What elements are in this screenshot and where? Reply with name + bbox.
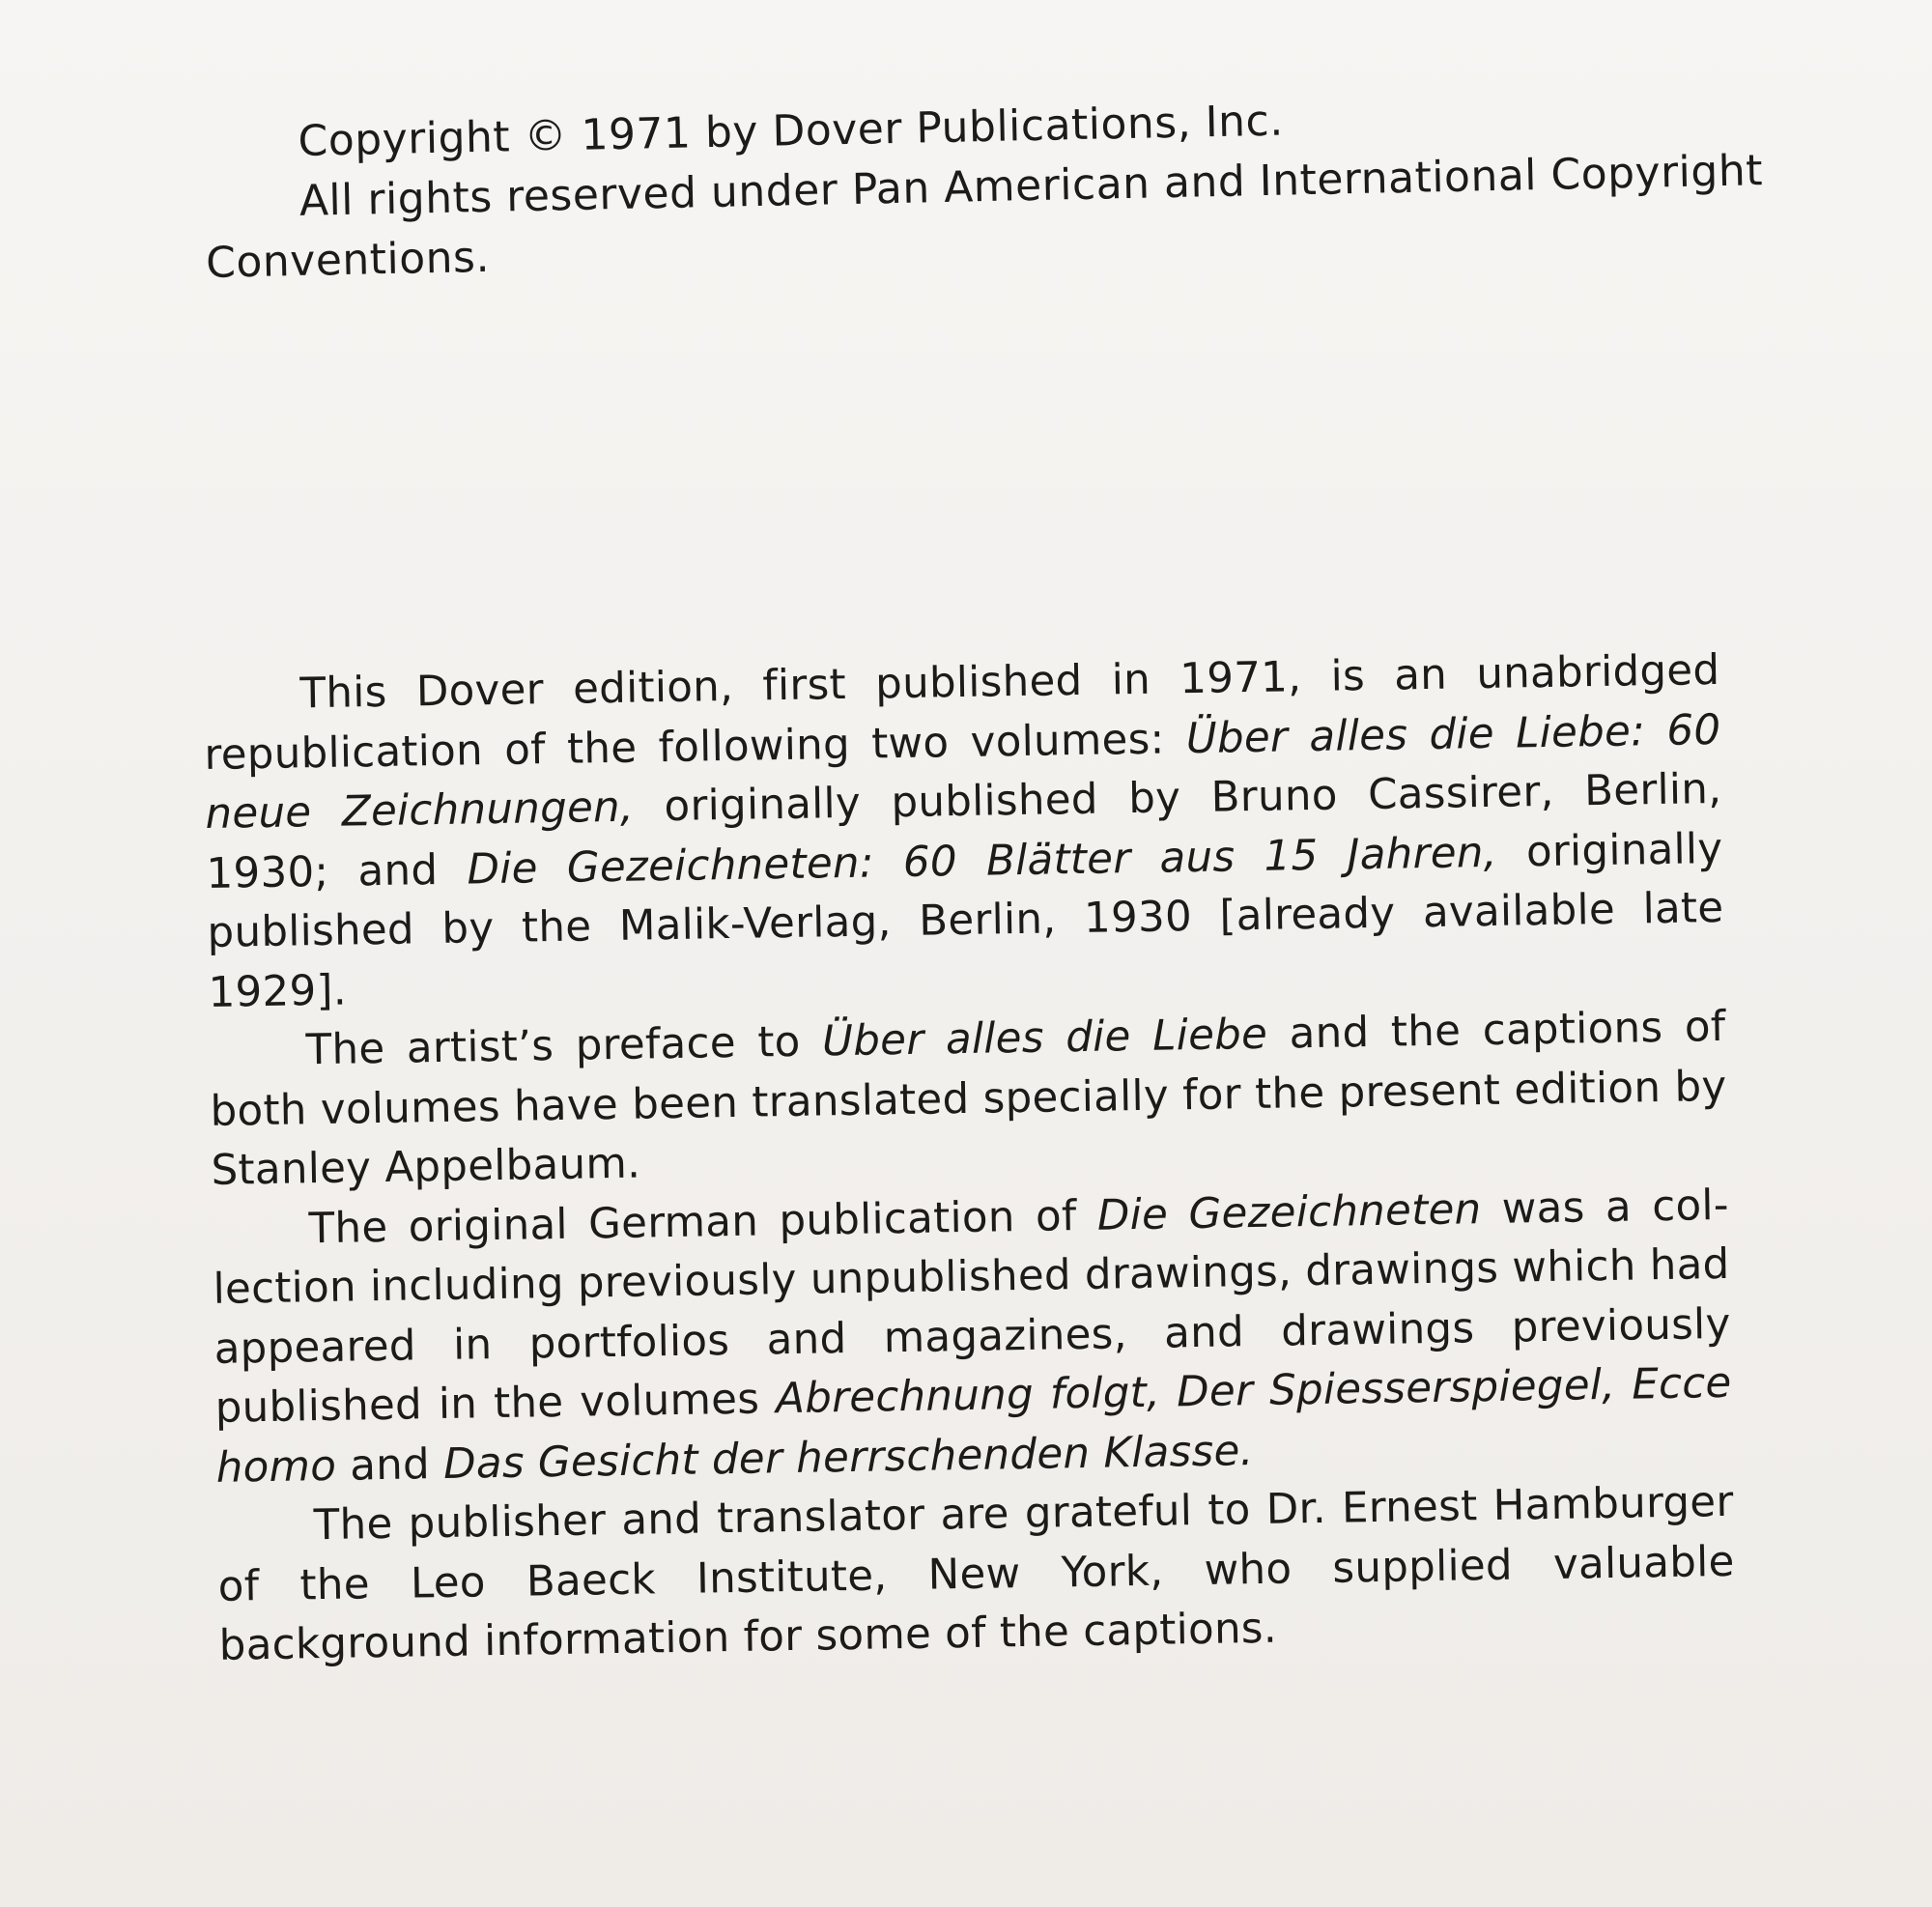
text-run: The artist’s preface to	[305, 1017, 823, 1075]
book-title: Über alles die Liebe: 60 neue Zeichnungen,	[205, 705, 1721, 839]
text-run: was a collection including previously unpublished drawings, drawings which had appeared in portfolios and magazines, and drawings previously published in the volumes	[213, 1181, 1731, 1433]
text-run: originally published by the Malik-Verlag, Berlin, 1930 [already available late 1929].	[207, 824, 1724, 1017]
text-run: and	[335, 1439, 444, 1491]
book-title: Die Gezeichneten	[1096, 1184, 1482, 1240]
edition-paragraph	[203, 641, 1725, 1023]
conventions-line: Conventions.	[205, 232, 491, 288]
copyright-notice	[203, 82, 1764, 294]
book-title: Die Gezeichneten: 60 Blätter aus 15 Jahren,	[467, 828, 1498, 894]
text-run: The original German publication of	[308, 1191, 1098, 1253]
book-title: Das Gesicht der herrschenden Klasse.	[442, 1426, 1255, 1489]
book-title: Über alles die Liebe	[821, 1010, 1268, 1067]
text-run: originally published by Bruno Cassirer, Berlin, 1930; and	[206, 764, 1722, 898]
translation-paragraph	[209, 998, 1728, 1202]
acknowledgement-paragraph	[216, 1473, 1736, 1677]
text-run: and the captions of both volumes have been translated specially for the present edition by Stanley Appelbaum.	[210, 1002, 1727, 1195]
rights-line: All rights reserved under Pan American and International Copyright	[298, 146, 1764, 226]
book-title: Abrechnung folgt, Der Spiesserspiegel, Ecce homo	[215, 1358, 1732, 1493]
text-run: The publisher and translator are grateful to Dr. Ernest Hamburger of the Leo Baeck Institute, New York, who supplied valuable background information for some of the captions.	[217, 1477, 1735, 1670]
copyright-line: Copyright © 1971 by Dover Publications, Inc.	[298, 96, 1285, 166]
edition-notes	[203, 641, 1736, 1676]
text-run: This Dover edition, first published in 1971, is an unabridged republication of the following two volumes:	[204, 645, 1720, 780]
original-publication-paragraph	[212, 1176, 1733, 1497]
